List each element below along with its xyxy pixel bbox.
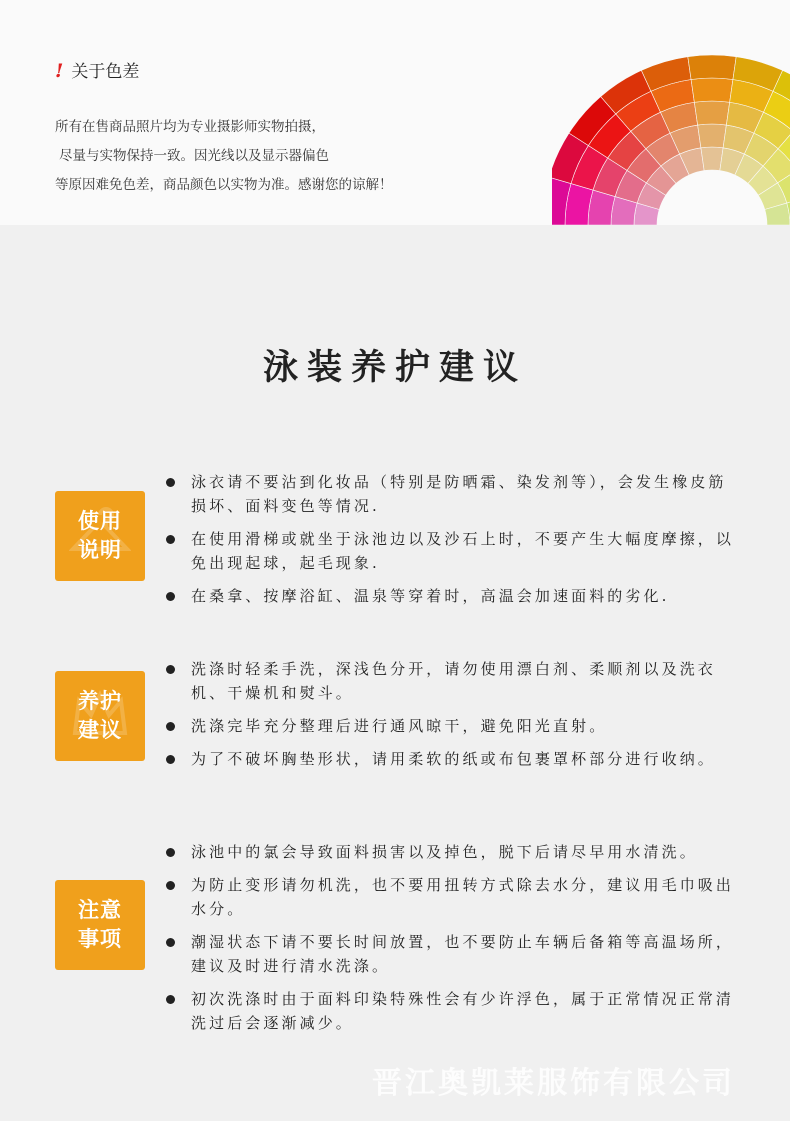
list-item [165, 470, 740, 518]
bullet-icon [166, 881, 175, 890]
section-usage-list [165, 470, 740, 617]
color-wheel-segment [694, 101, 729, 125]
bullet-icon [166, 848, 175, 857]
badge-precautions [55, 880, 145, 970]
section-care-list [165, 657, 740, 780]
notice-line: 等原因难免色差，商品颜色以实物为准。感谢您的谅解！ [55, 177, 393, 193]
section-precautions-list [165, 840, 740, 1044]
list-item [165, 584, 740, 608]
bullet-icon [166, 535, 175, 544]
list-item-text: 洗涤完毕充分整理后进行通风晾干，避免阳光直射。 [191, 717, 608, 735]
badge-label: 事项 [78, 927, 122, 951]
badge-label: 养护 [78, 689, 122, 713]
list-item-text: 潮湿状态下请不要长时间放置，也不要防止车辆后备箱等高温场所，建议及时进行清水洗涤。 [191, 933, 735, 975]
list-item-text: 泳池中的氯会导致面料损害以及掉色，脱下后请尽早用水清洗。 [191, 843, 698, 861]
bullet-icon [166, 995, 175, 1004]
color-wheel-image [552, 55, 790, 225]
bullet-icon [166, 665, 175, 674]
list-item [165, 714, 740, 738]
color-wheel-segment [698, 124, 727, 148]
notice-line: 尽量与实物保持一致。因光线以及显示器偏色 [59, 148, 329, 164]
color-difference-title: 关于色差 [71, 62, 140, 82]
color-wheel-segment [688, 55, 736, 79]
bullet-icon [166, 592, 175, 601]
list-item [165, 873, 740, 921]
list-item-text: 在使用滑梯或就坐于泳池边以及沙石上时，不要产生大幅度摩擦，以免出现起球，起毛现象. [191, 530, 735, 572]
warning-icon: ! [55, 60, 64, 82]
color-difference-heading [55, 57, 139, 82]
list-item-text: 泳衣请不要沾到化妆品（特别是防晒霜、染发剂等），会发生橡皮筋损坏、面料变色等情况. [191, 473, 727, 515]
list-item [165, 527, 740, 575]
notice-line: 所有在售商品照片均为专业摄影师实物拍摄， [55, 119, 325, 135]
bullet-icon [166, 755, 175, 764]
list-item-text: 为了不破坏胸垫形状，请用柔软的纸或布包裹罩杯部分进行收纳。 [191, 750, 716, 768]
color-wheel-segment [701, 147, 723, 171]
bullet-icon [166, 478, 175, 487]
list-item-text: 洗涤时轻柔手洗，深浅色分开，请勿使用漂白剂、柔顺剂以及洗衣机、干燥机和熨斗。 [191, 660, 716, 702]
list-item-text: 初次洗涤时由于面料印染特殊性会有少许浮色，属于正常情况正常清洗过后会逐渐减少。 [191, 990, 735, 1032]
color-wheel-segment [691, 78, 733, 102]
bullet-icon [166, 938, 175, 947]
badge-label: 使用 [78, 509, 122, 533]
page-title: 泳装养护建议 [262, 348, 527, 388]
list-item [165, 930, 740, 978]
badge-label: 注意 [78, 898, 122, 922]
badge-care-advice [55, 671, 145, 761]
color-difference-notice [0, 0, 790, 225]
list-item [165, 840, 740, 864]
list-item-text: 在桑拿、按摩浴缸、温泉等穿着时，高温会加速面料的劣化. [191, 587, 670, 605]
badge-label: 说明 [78, 538, 122, 562]
list-item-text: 为防止变形请勿机洗，也不要用扭转方式除去水分，建议用毛巾吸出水分。 [191, 876, 735, 918]
list-item [165, 657, 740, 705]
list-item [165, 987, 740, 1035]
badge-label: 建议 [78, 718, 122, 742]
color-difference-text [55, 113, 393, 200]
badge-usage-instructions [55, 491, 145, 581]
company-watermark: 晋江奥凯莱服饰有限公司 [372, 1066, 735, 1101]
bullet-icon [166, 722, 175, 731]
list-item [165, 747, 740, 771]
